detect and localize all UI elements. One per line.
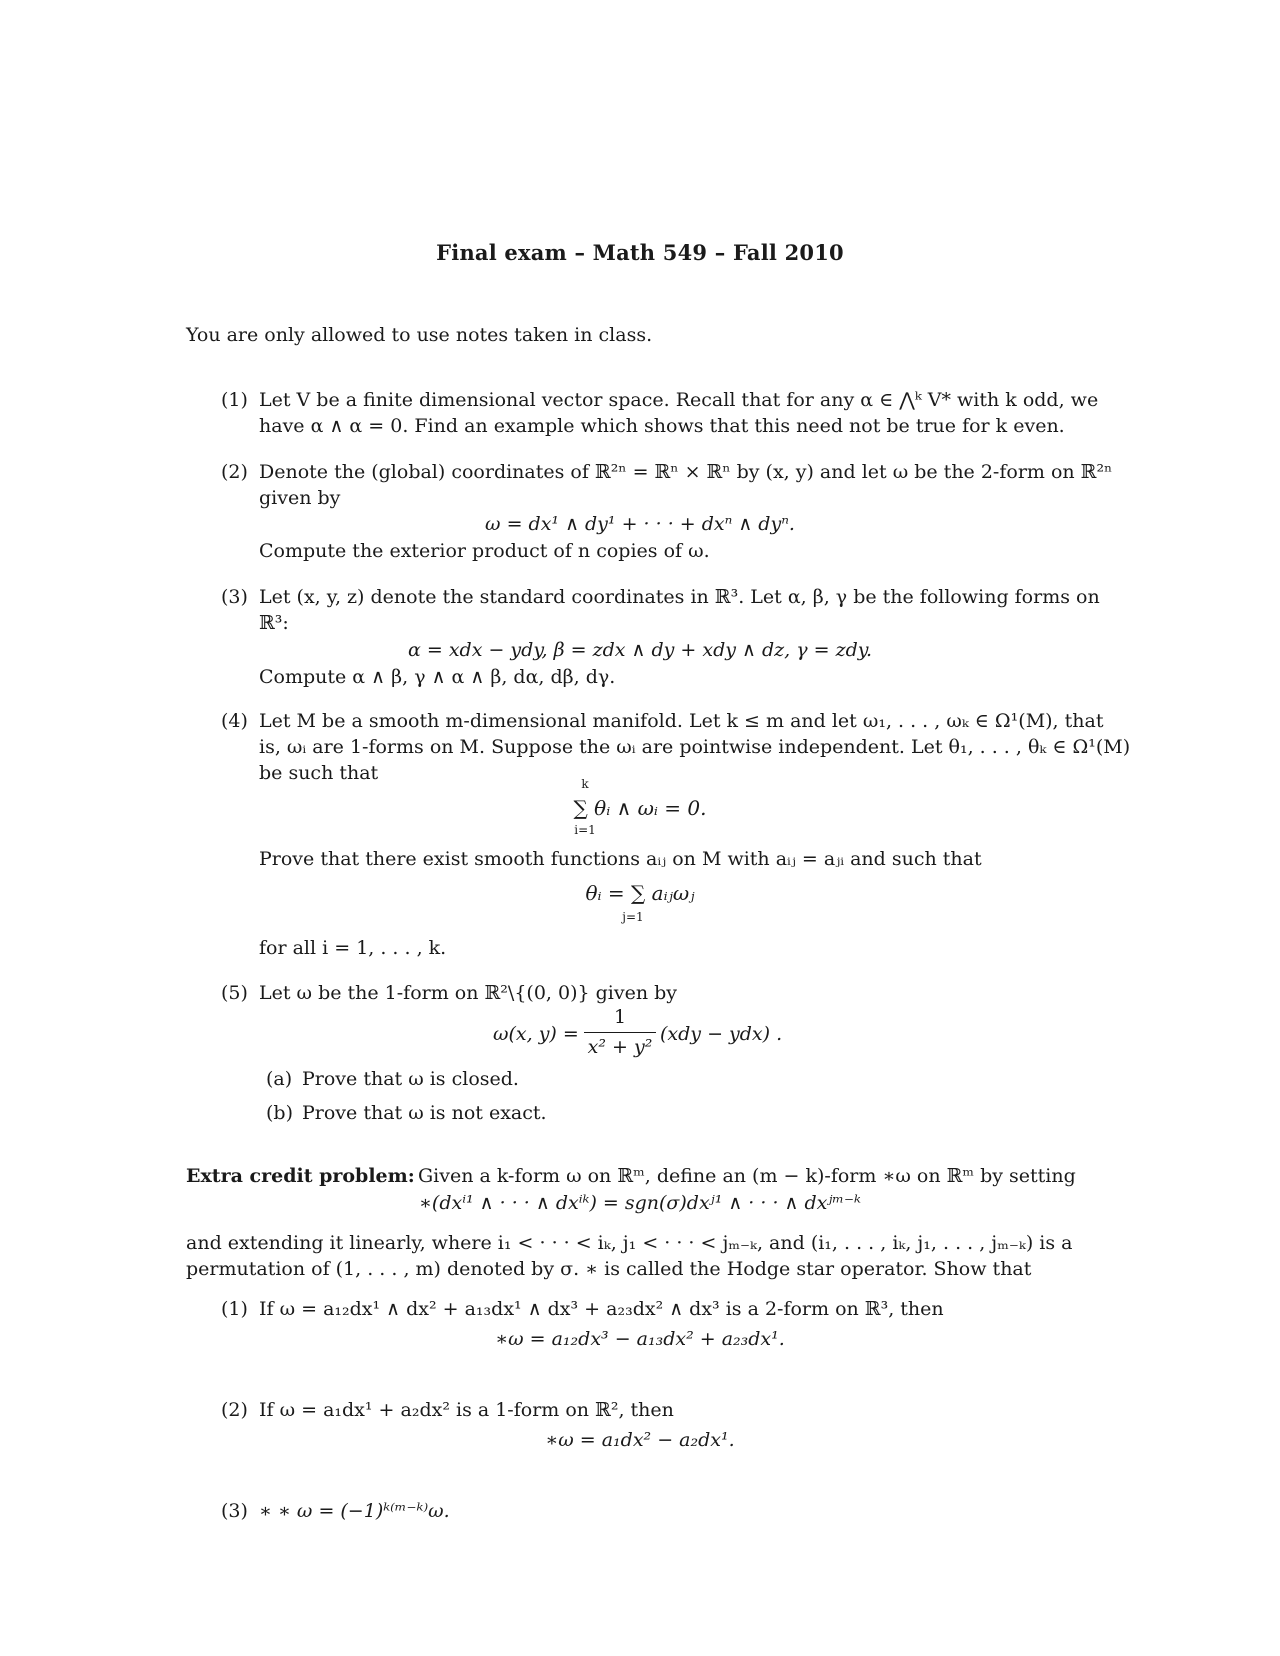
problem-3-after: Compute α ∧ β, γ ∧ α ∧ β, dα, dβ, dγ.	[259, 666, 616, 688]
extra-item-2-equation: ∗ω = a₁dx² − a₂dx¹.	[545, 1429, 735, 1451]
fraction-bar	[584, 1032, 656, 1033]
extra-item-1-text: If ω = a₁₂dx¹ ∧ dx² + a₁₃dx¹ ∧ dx³ + a₂₃dx² ∧ dx³ is a 2-form on ℝ³, then	[259, 1298, 944, 1320]
problem-2-line-2: given by	[259, 487, 341, 509]
extra-credit-line-2: and extending it linearly, where i₁ < · · · < iₖ, j₁ < · · · < jₘ₋ₖ, and (i₁, . . . , iₖ, j₁, . . . , jₘ₋ₖ) is a	[186, 1232, 1073, 1254]
sum-1-upper-limit: k	[581, 777, 589, 791]
problem-3-number: (3)	[221, 586, 248, 608]
problem-2-equation: ω = dx¹ ∧ dy¹ + · · · + dxⁿ ∧ dyⁿ.	[485, 513, 795, 535]
extra-credit-heading: Extra credit problem:	[186, 1165, 415, 1187]
problem-5-eq-denominator: x² + y²	[587, 1036, 653, 1058]
extra-credit-equation: ∗(dxⁱ¹ ∧ · · · ∧ dxⁱᵏ) = sgn(σ)dxʲ¹ ∧ · · · ∧ dxʲᵐ⁻ᵏ	[419, 1192, 861, 1214]
sum-1-lower-limit: i=1	[574, 823, 596, 837]
problem-1-number: (1)	[221, 389, 248, 411]
problem-2-line-1: Denote the (global) coordinates of ℝ²ⁿ = ℝⁿ × ℝⁿ by (x, y) and let ω be the 2-form on ℝ²ⁿ	[259, 461, 1113, 483]
extra-item-1-number: (1)	[221, 1298, 248, 1320]
sum-2-equation: θᵢ = ∑ aᵢⱼωⱼ	[585, 881, 695, 905]
problem-3-line-1: Let (x, y, z) denote the standard coordinates in ℝ³. Let α, β, γ be the following forms on	[259, 586, 1100, 608]
sum-2-lower-limit: j=1	[622, 910, 644, 924]
problem-4-after: for all i = 1, . . . , k.	[259, 937, 447, 959]
problem-5-eq-lhs: ω(x, y) =	[493, 1023, 579, 1045]
instructions: You are only allowed to use notes taken in class.	[186, 324, 653, 346]
problem-3-equation: α = xdx − ydy, β = zdx ∧ dy + xdy ∧ dz, γ = zdy.	[408, 639, 872, 661]
problem-1-line-2: have α ∧ α = 0. Find an example which shows that this need not be true for k even.	[259, 415, 1065, 437]
problem-5b-label: (b)	[266, 1102, 293, 1124]
page-title: Final exam – Math 549 – Fall 2010	[436, 240, 844, 265]
sum-1-equation: ∑ θᵢ ∧ ωᵢ = 0.	[573, 796, 707, 820]
problem-4-mid: Prove that there exist smooth functions aᵢⱼ on M with aᵢⱼ = aⱼᵢ and such that	[259, 848, 982, 870]
extra-item-3-text: ∗ ∗ ω = (−1)ᵏ⁽ᵐ⁻ᵏ⁾ω.	[259, 1500, 450, 1522]
problem-5b-text: Prove that ω is not exact.	[302, 1102, 547, 1124]
problem-5a-label: (a)	[266, 1068, 293, 1090]
extra-item-2-text: If ω = a₁dx¹ + a₂dx² is a 1-form on ℝ², then	[259, 1399, 674, 1421]
extra-credit-line-3: permutation of (1, . . . , m) denoted by σ. ∗ is called the Hodge star operator. Show that	[186, 1258, 1032, 1280]
problem-4-number: (4)	[221, 710, 248, 732]
problem-4-line-3: be such that	[259, 762, 379, 784]
problem-5a-text: Prove that ω is closed.	[302, 1068, 519, 1090]
problem-5-eq-rhs: (xdy − ydx) .	[660, 1023, 783, 1045]
problem-5-line-1: Let ω be the 1-form on ℝ²\{(0, 0)} given by	[259, 982, 677, 1004]
problem-5-number: (5)	[221, 982, 248, 1004]
extra-item-2-number: (2)	[221, 1399, 248, 1421]
problem-3-line-2: ℝ³:	[259, 612, 289, 634]
problem-4-line-1: Let M be a smooth m-dimensional manifold. Let k ≤ m and let ω₁, . . . , ωₖ ∈ Ω¹(M), that	[259, 710, 1104, 732]
problem-4-line-2: is, ωᵢ are 1-forms on M. Suppose the ωᵢ are pointwise independent. Let θ₁, . . . , θₖ ∈ Ω¹(M)	[259, 736, 1131, 758]
problem-5-eq-numerator: 1	[613, 1006, 627, 1028]
problem-1-line-1: Let V be a finite dimensional vector space. Recall that for any α ∈ ⋀ᵏ V* with k odd, we	[259, 389, 1099, 411]
extra-item-1-equation: ∗ω = a₁₂dx³ − a₁₃dx² + a₂₃dx¹.	[495, 1328, 785, 1350]
problem-2-number: (2)	[221, 461, 248, 483]
extra-item-3-number: (3)	[221, 1500, 248, 1522]
problem-2-after: Compute the exterior product of n copies of ω.	[259, 540, 710, 562]
extra-credit-line-1: Given a k-form ω on ℝᵐ, define an (m − k)-form ∗ω on ℝᵐ by setting	[418, 1165, 1076, 1187]
